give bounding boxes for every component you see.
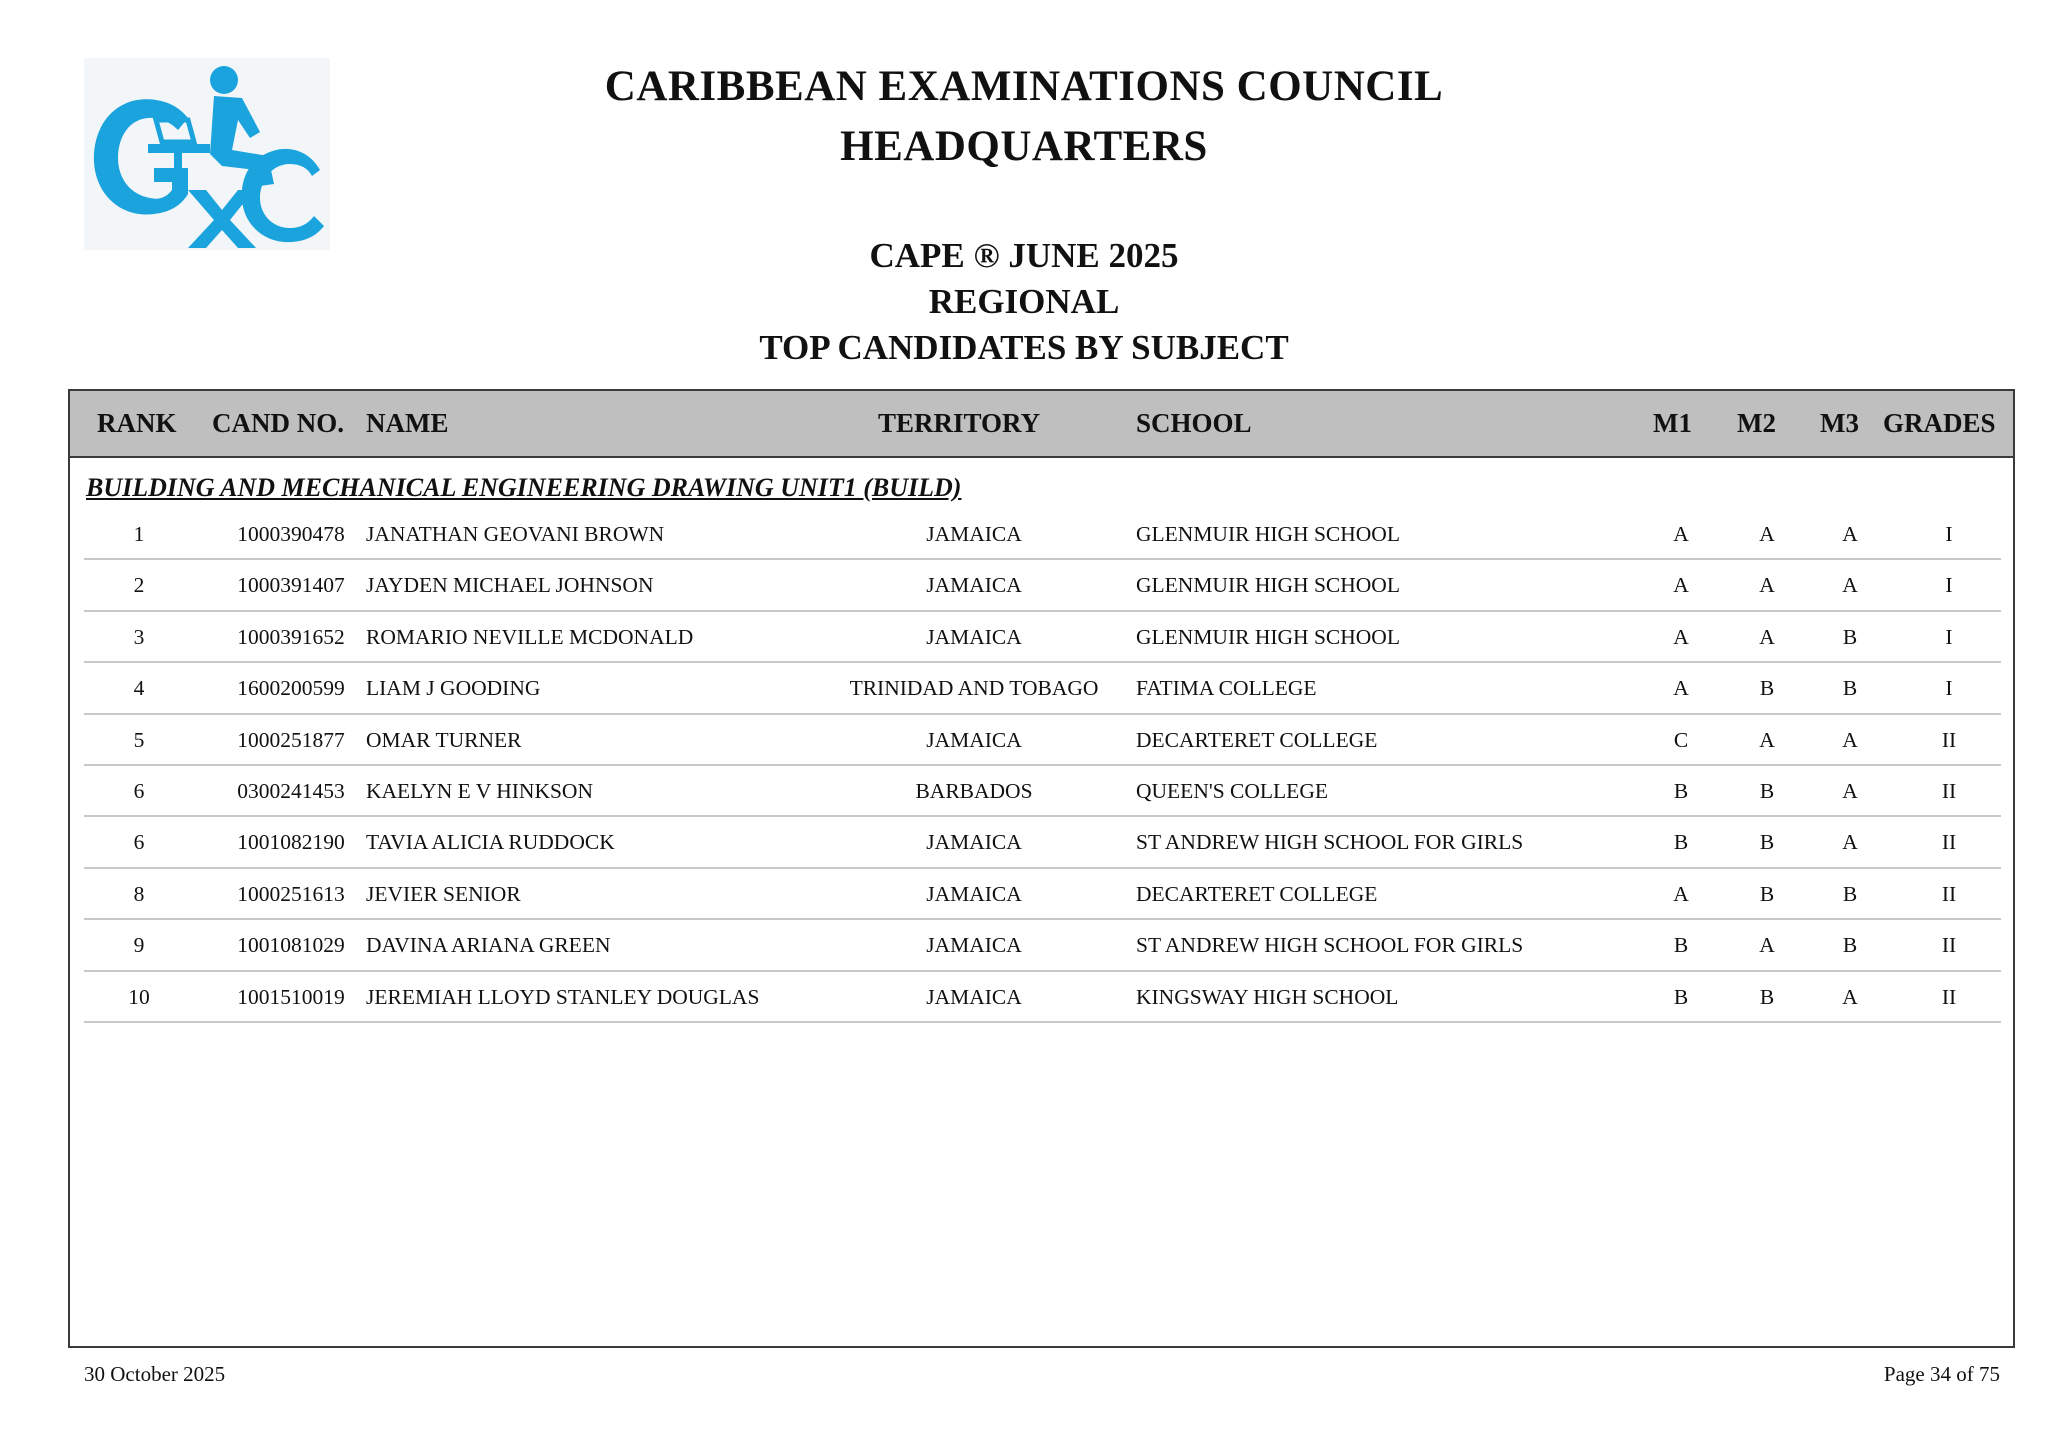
cell-territory: JAMAICA: [926, 727, 1022, 752]
table-row: [84, 869, 2001, 920]
cell-m2: A: [1759, 624, 1775, 649]
col-cand-no: CAND NO.: [212, 408, 344, 438]
cell-territory: JAMAICA: [926, 984, 1022, 1009]
cell-name: JEREMIAH LLOYD STANLEY DOUGLAS: [366, 984, 760, 1009]
cell-territory: JAMAICA: [926, 881, 1022, 906]
cell-rank: 5: [133, 727, 145, 752]
cell-m3: A: [1842, 727, 1858, 752]
cell-m3: A: [1842, 984, 1858, 1009]
cell-m2: B: [1759, 778, 1775, 803]
table-row: [84, 612, 2001, 663]
subject-section-title: BUILDING AND MECHANICAL ENGINEERING DRAWING UNIT1 (BUILD): [86, 473, 962, 502]
cell-m1: A: [1673, 881, 1689, 906]
cell-grade: II: [1941, 727, 1957, 752]
table-row: [84, 766, 2001, 817]
org-title-line1: CARIBBEAN EXAMINATIONS COUNCIL: [604, 63, 1444, 110]
cell-school: ST ANDREW HIGH SCHOOL FOR GIRLS: [1136, 830, 1524, 855]
cell-grade: I: [1945, 522, 1953, 546]
cell-name: JEVIER SENIOR: [366, 881, 521, 906]
cell-territory: JAMAICA: [926, 830, 1022, 855]
cell-school: KINGSWAY HIGH SCHOOL: [1136, 984, 1399, 1009]
cell-m2: A: [1759, 522, 1775, 546]
cell-m3: A: [1842, 573, 1858, 598]
cell-rank: 8: [133, 881, 145, 906]
cell-m1: A: [1673, 676, 1689, 701]
footer-page-number: Page 34 of 75: [1883, 1362, 2000, 1386]
cell-cand-no: 1000251877: [237, 727, 345, 752]
cell-m1: A: [1673, 522, 1689, 546]
cell-name: OMAR TURNER: [366, 727, 522, 752]
cell-rank: 6: [133, 830, 145, 855]
table-row: [84, 920, 2001, 971]
cell-territory: JAMAICA: [926, 624, 1022, 649]
cell-m1: B: [1673, 984, 1689, 1009]
cell-m1: C: [1673, 727, 1689, 752]
cell-territory: TRINIDAD AND TOBAGO: [849, 676, 1099, 701]
cell-m3: A: [1842, 830, 1858, 855]
cell-cand-no: 1000391652: [237, 624, 345, 649]
footer-date: 30 October 2025: [84, 1362, 226, 1386]
table-row: [84, 972, 2001, 1023]
table-row: [84, 663, 2001, 714]
cell-m3: B: [1842, 881, 1858, 906]
cell-m3: A: [1842, 522, 1858, 546]
cell-cand-no: 1001510019: [237, 984, 345, 1009]
cell-school: FATIMA COLLEGE: [1136, 676, 1317, 701]
col-m1: M1: [1653, 408, 1692, 438]
cell-m1: B: [1673, 778, 1689, 803]
cell-grade: II: [1941, 933, 1957, 958]
cell-m1: B: [1673, 830, 1689, 855]
cell-m3: B: [1842, 676, 1858, 701]
cell-cand-no: 1001082190: [237, 830, 345, 855]
cell-cand-no: 1600200599: [237, 676, 345, 701]
scope-title: REGIONAL: [928, 282, 1120, 321]
cell-cand-no: 1000251613: [237, 881, 345, 906]
table-row: [84, 715, 2001, 766]
cell-school: GLENMUIR HIGH SCHOOL: [1136, 624, 1400, 649]
cell-school: GLENMUIR HIGH SCHOOL: [1136, 573, 1400, 598]
cell-m3: B: [1842, 933, 1858, 958]
cell-m3: A: [1842, 778, 1858, 803]
cell-cand-no: 0300241453: [237, 778, 345, 803]
cell-name: ROMARIO NEVILLE MCDONALD: [366, 624, 694, 649]
col-grades: GRADES: [1883, 408, 1996, 438]
cell-territory: JAMAICA: [926, 933, 1022, 958]
col-school: SCHOOL: [1136, 408, 1252, 438]
cell-m2: A: [1759, 573, 1775, 598]
cell-m2: B: [1759, 676, 1775, 701]
cell-rank: 10: [128, 984, 150, 1009]
cell-cand-no: 1000391407: [237, 573, 345, 598]
cell-grade: II: [1941, 830, 1957, 855]
cell-rank: 3: [133, 624, 145, 649]
cell-grade: I: [1945, 573, 1953, 598]
col-rank: RANK: [97, 408, 177, 438]
cell-territory: JAMAICA: [926, 522, 1022, 546]
cell-m2: B: [1759, 984, 1775, 1009]
cell-name: TAVIA ALICIA RUDDOCK: [366, 830, 615, 855]
cell-school: ST ANDREW HIGH SCHOOL FOR GIRLS: [1136, 933, 1524, 958]
report-title: TOP CANDIDATES BY SUBJECT: [759, 328, 1289, 367]
cell-rank: 9: [133, 933, 145, 958]
cell-name: JANATHAN GEOVANI BROWN: [366, 522, 665, 546]
cell-rank: 4: [133, 676, 145, 701]
exam-title: CAPE ® JUNE 2025: [869, 236, 1179, 275]
cell-name: LIAM J GOODING: [366, 676, 541, 701]
cell-school: GLENMUIR HIGH SCHOOL: [1136, 522, 1400, 546]
cell-territory: JAMAICA: [926, 573, 1022, 598]
col-m3: M3: [1820, 408, 1859, 438]
col-m2: M2: [1737, 408, 1776, 438]
cell-name: KAELYN E V HINKSON: [366, 778, 593, 803]
table-row: [84, 509, 2001, 560]
cell-name: DAVINA ARIANA GREEN: [366, 933, 611, 958]
cell-m2: B: [1759, 830, 1775, 855]
cell-grade: I: [1945, 676, 1953, 701]
cell-rank: 2: [133, 573, 145, 598]
col-name: NAME: [366, 408, 449, 438]
table-body: [84, 509, 2001, 1023]
cell-name: JAYDEN MICHAEL JOHNSON: [366, 573, 654, 598]
cell-m2: B: [1759, 881, 1775, 906]
org-title-line2: HEADQUARTERS: [840, 123, 1208, 170]
cell-m2: A: [1759, 933, 1775, 958]
table-row: [84, 560, 2001, 611]
cell-grade: II: [1941, 984, 1957, 1009]
results-table: [68, 389, 2015, 1348]
cell-school: DECARTERET COLLEGE: [1136, 727, 1378, 752]
cell-cand-no: 1000390478: [237, 522, 345, 546]
cell-territory: BARBADOS: [915, 778, 1033, 803]
cell-m3: B: [1842, 624, 1858, 649]
cell-grade: I: [1945, 624, 1953, 649]
cell-m1: A: [1673, 624, 1689, 649]
cell-school: QUEEN'S COLLEGE: [1136, 778, 1328, 803]
table-header: [70, 391, 2013, 458]
col-territory: TERRITORY: [878, 408, 1041, 438]
cell-rank: 1: [133, 522, 145, 546]
cell-m2: A: [1759, 727, 1775, 752]
table-row: [84, 817, 2001, 868]
cell-m1: A: [1673, 573, 1689, 598]
cell-cand-no: 1001081029: [237, 933, 345, 958]
cell-grade: II: [1941, 881, 1957, 906]
cell-school: DECARTERET COLLEGE: [1136, 881, 1378, 906]
cell-grade: II: [1941, 778, 1957, 803]
cell-m1: B: [1673, 933, 1689, 958]
cell-rank: 6: [133, 778, 145, 803]
